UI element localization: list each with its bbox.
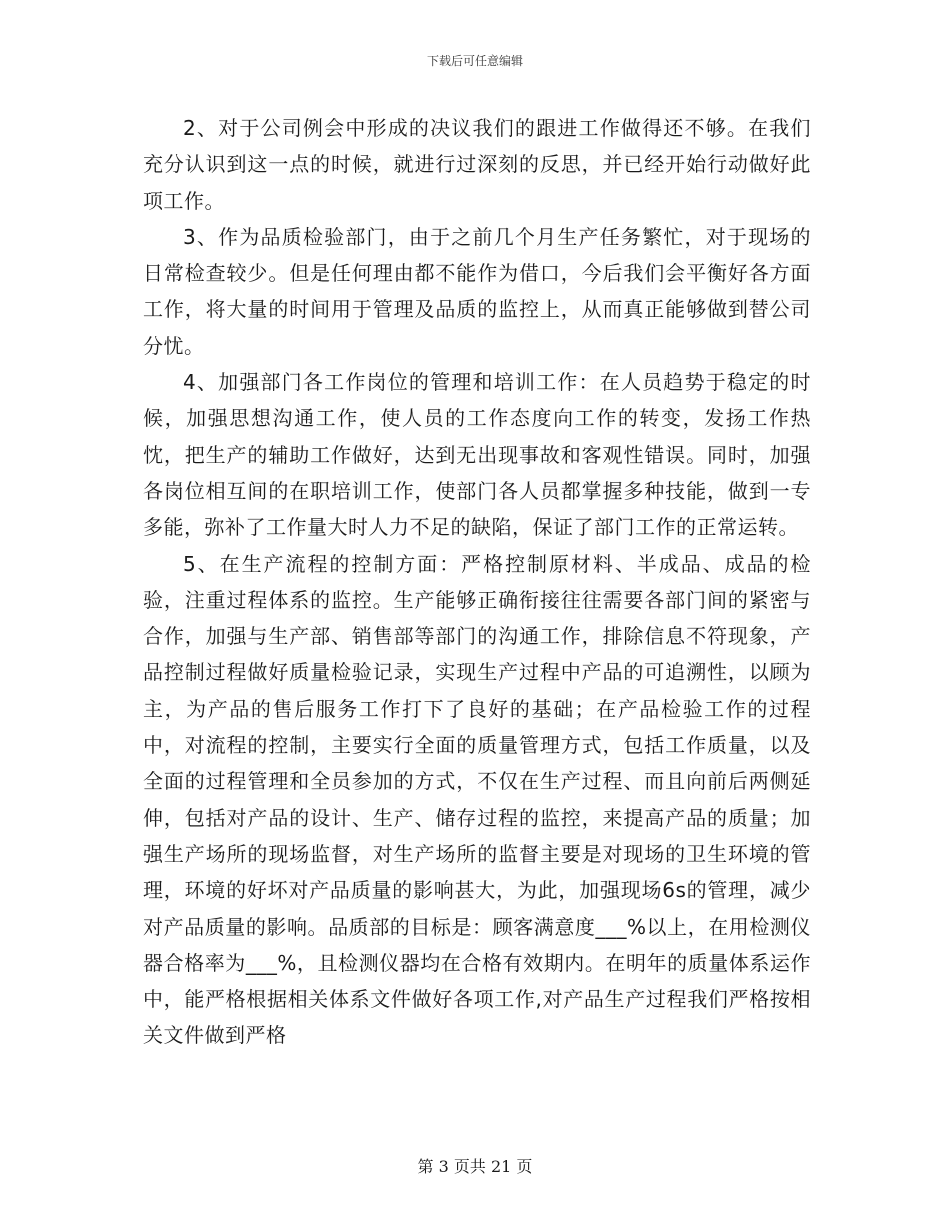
document-body [143, 110, 811, 1054]
page-number-footer: 第 3 页共 21 页 [417, 1157, 533, 1176]
paragraph-item-5: 5、在生产流程的控制方面：严格控制原材料、半成品、成品的检验，注重过程体系的监控。生产能够正确衔接往往需要各部门间的紧密与合作，加强与生产部、销售部等部门的沟通工作，排除信息不符现象，产品控制过程做好质量检验记录，实现生产过程中产品的可追溯性，以顾为主，为产品的售后服务工作打下了良好的基础；在产品检验工作的过程中，对流程的控制，主要实行全面的质量管理方式，包括工作质量，以及全面的过程管理和全员参加的方式，不仅在生产过程、而且向前后两侧延伸，包括对产品的设计、生产、储存过程的监控，来提高产品的质量；加强生产场所的现场监督，对生产场所的监督主要是对现场的卫生环境的管理，环境的好坏对产品质量的影响甚大，为此，加强现场6s的管理，减少对产品质量的影响。品质部的目标是：顾客满意度___%以上，在用检测仪器合格率为___%，且检测仪器均在合格有效期内。在明年的质量体系运作中，能严格根据相关体系文件做好各项工作,对产品生产过程我们严格按相关文件做到严格 [143, 551, 811, 1048]
page-header: 下载后可任意编辑 [426, 54, 523, 68]
paragraph-item-3: 3、作为品质检验部门，由于之前几个月生产任务繁忙，对于现场的日常检查较少。但是任何理由都不能作为借口，今后我们会平衡好各方面工作，将大量的时间用于管理及品质的监控上，从而真正能够做到替公司分忧。 [143, 224, 811, 358]
paragraph-item-2: 2、对于公司例会中形成的决议我们的跟进工作做得还不够。在我们充分认识到这一点的时候，就进行过深刻的反思，并已经开始行动做好此项工作。 [143, 116, 811, 213]
paragraph-item-4: 4、加强部门各工作岗位的管理和培训工作：在人员趋势于稳定的时候，加强思想沟通工作，使人员的工作态度向工作的转变，发扬工作热忱，把生产的辅助工作做好，达到无出现事故和客观性错误。同时，加强各岗位相互间的在职培训工作，使部门各人员都掌握多种技能，做到一专多能，弥补了工作量大时人力不足的缺陷，保证了部门工作的正常运转。 [143, 370, 811, 540]
